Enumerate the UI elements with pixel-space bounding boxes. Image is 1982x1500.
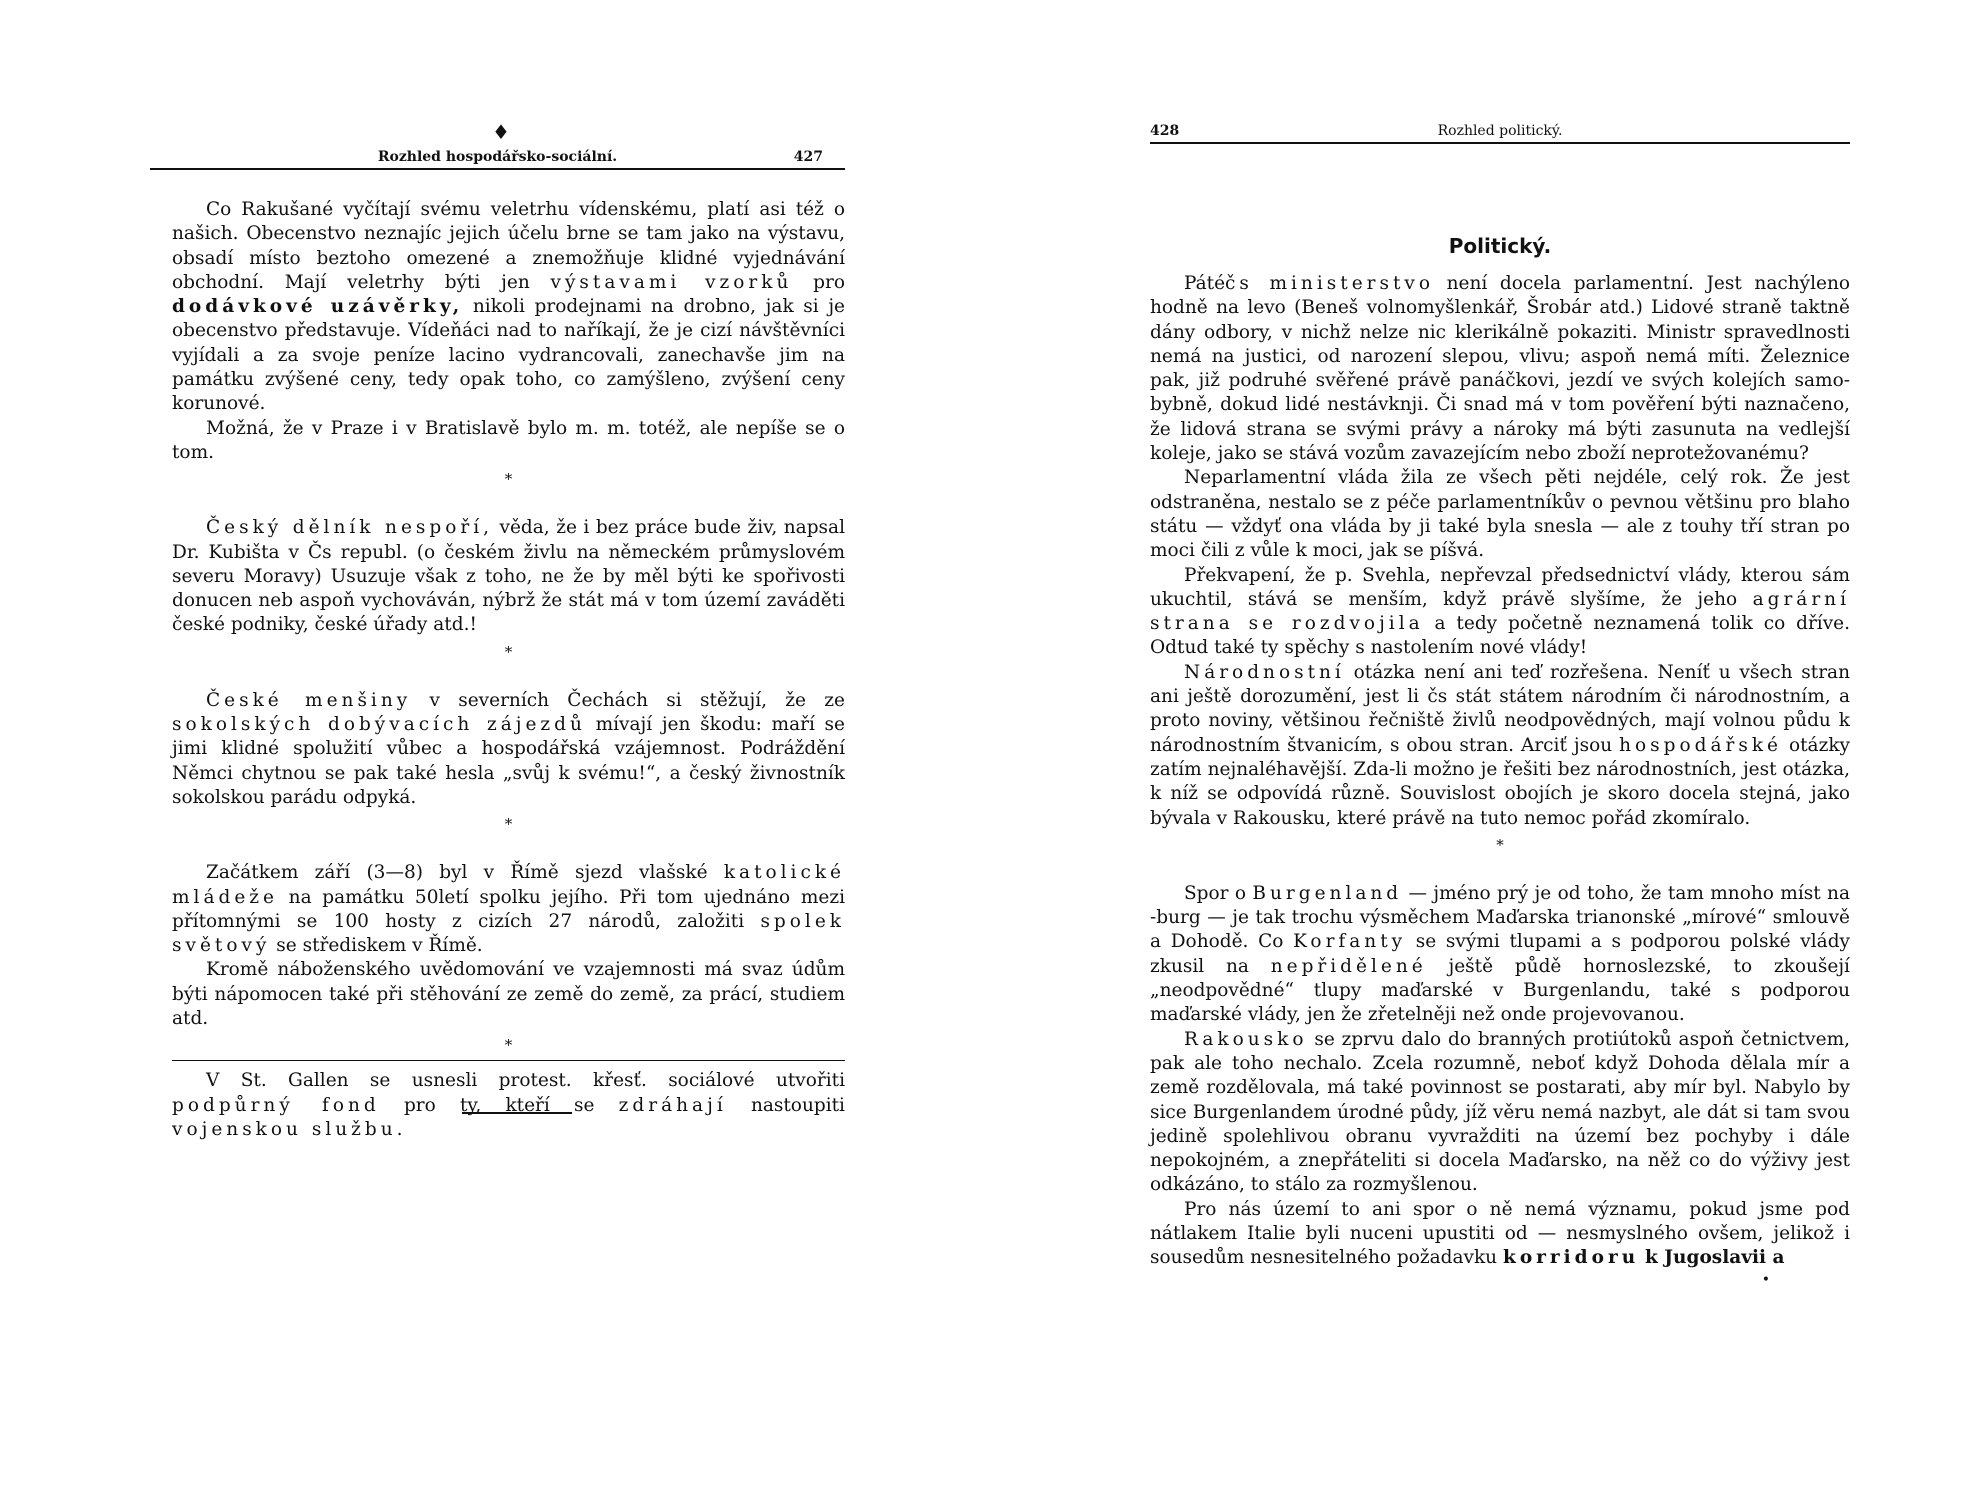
page-number: 428	[1150, 123, 1180, 139]
separator-star: *	[504, 815, 513, 834]
section-title: Politický.	[1448, 234, 1552, 258]
divider	[172, 1060, 845, 1061]
paragraph: Co Rakušané vyčítají svému veletrhu vídenskému, platí asi též o našich. Obecenstvo neznajíc jejich účelu brne se tam jako na výstavu, obsadí místo beztoho omezené a znemožňuje klidné vyjednávání obchodní. Mají veletrhy býti jen výstavami vzorků pro dodávkové uzávěrky, nikoli prodejnami na drobno, jak si je obecenstvo představuje. Vídeňáci nad to naříkají, že je cizí návštěvníci vyjídali a za svoje peníze lacino vydrancovali, zanechavše jim na památku zvýšené ceny, tedy opak toho, co zamýšleno, zvýšení ceny korunové.	[172, 199, 845, 415]
paragraph: Překvapení, že p. Svehla, nepřevzal předsednictví vlády, kterou sám ukuchtil, stává se menším, když právě slyšíme, že jeho agrární strana se rozdvojila a tedy početně neznamená tolik co dříve. Odtud také ty spěchy s nastolením nové vlády!	[1150, 564, 1850, 659]
separator-star: *	[504, 642, 513, 661]
header-title: Rozhled politický.	[1437, 123, 1563, 139]
left-body	[172, 198, 845, 1142]
paragraph: Český dělník nespoří, věda, že i bez práce bude živ, napsal Dr. Kubišta v Čs republ. (o českém živlu na německém průmyslovém severu Moravy) Usuzuje však z toho, ne že by měl býti ke spořivosti donucen neb aspoň vychováván, nýbrž že stát má v tom území zaváděti české podniky, české úřady atd.!	[172, 517, 845, 636]
paragraph: Kromě náboženského uvědomování ve vzajemnosti má svaz údům býti nápomocen také při stěhování ze země do země, za prácí, studiem atd.	[172, 959, 845, 1030]
paragraph: V St. Gallen se usnesli protest. křesť. sociálové utvořiti podpůrný fond pro ty, kteří se zdráhají nastoupiti vojenskou službu.	[172, 1070, 845, 1140]
header-title: Rozhled hospodářsko-sociální.	[377, 149, 618, 165]
bottom-mark: •	[1761, 1271, 1770, 1288]
paragraph: Rakousko se zprvu dalo do branných protiútoků aspoň četnictvem, pak ale toho nechalo. Zcela rozumně, neboť když Dohoda dělala mír a země rozdělovala, má také povinnost se postarati, aby mír byl. Nabylo by sice Burgenlandem úrodné půdy, jíž věru nemá nazbyt, ale dát si tam svou jedině spolehlivou obranu vyvražditi na území bez pochyby i dále nepokojném, a znepřáteliti si docela Maďarsko, na něž co do výživy jest odkázáno, to stálo za rozmyšlenou.	[1150, 1028, 1850, 1196]
separator-star: *	[504, 470, 513, 489]
paragraph: Začátkem září (3—8) byl v Římě sjezd vlašské katolické mládeže na památku 50letí spolku jejího. Při tom ujednáno mezi přítomnými se 100 hosty z cizích 27 národů, založiti spolek světový se střediskem v Římě.	[172, 862, 845, 957]
separator-star: *	[1496, 835, 1504, 854]
separator-star: *	[504, 1036, 513, 1055]
running-head-left	[150, 146, 845, 170]
paragraph: Pátéčs ministerstvo není docela parlamentní. Jest nachýleno hodně na levo (Beneš volnomyšlenkář, Šrobár atd.) Lidové straně taktně dány odbory, v nichž nelze nic klerikálně pokaziti. Ministr spravedlnosti nemá na justici, od narození slepou, vlivu; aspoň nemá míti. Železnice pak, již podruhé svěřené právě panáčkovi, jezdí ve svých kolejích samo-bybně, dokud lidé nestávknji. Či snad má v tom pověření býti naznačeno, že lidová strana se svými právy a nároky má býti zasunuta na vedlejší koleje, jako se stává vozům zavazejícím nebo zboží neprotežovanému?	[1150, 273, 1850, 465]
paragraph: Národnostní otázka není ani teď rozřešena. Neníť u všech stran ani ještě dorozumění, jest li čs stát státem národním či národnostním, a proto noviny, většinou řečniště živlů neodpovědných, mají volnou půdu k národnostním štvanicím, s obou stran. Arciť jsou hospodářské otázky zatím nejnaléhavější. Zda-li možno je řešiti bez národnostních, jest otázka, k níž se odpovídá různě. Souvislost obojích je skoro docela stejná, jako bývala v Rakousku, které právě na tuto nemoc pořád zkomíralo.	[1150, 661, 1851, 829]
paragraph: České menšiny v severních Čechách si stěžují, že ze sokolských dobývacích zájezdů mívají jen škodu: maří se jimi klidné spolužití vůbec a hospodářská vzájemnost. Podráždění Němci chytnou se pak také hesla „svůj k svému!“, a český živnostník sokolskou parádu odpyká.	[172, 689, 845, 808]
paragraph: Neparlamentní vláda žila ze všech pěti nejdéle, celý rok. Že jest odstraněna, nestalo se z péče parlamentníkův o pevnou většinu pro blaho státu — vždyť ona vláda by ji také byla snesla — ale z touhy tří stran po moci čili z vůle k moci, jak se píšvá.	[1150, 467, 1850, 562]
paragraph: Pro nás území to ani spor o ně nemá významu, pokud jsme pod nátlakem Italie byli nuceni upustiti od — nesmyslného ovšem, jelikož i sousedům nesnesitelného požadavku korridoru k Jugoslavii a	[1150, 1198, 1850, 1269]
right-body	[1150, 232, 1850, 1289]
page-number: 427	[793, 149, 823, 165]
end-rule	[462, 1112, 572, 1114]
paragraph: Spor o Burgenland — jméno prý je od toho, že tam mnoho míst na -burg — je tak trochu výsměchem Maďarska trianonské „mírové“ smlouvě a Dohodě. Co Korfanty se svými tlupami a s podporou polské vlády zkusil na nepřidělené ještě půdě hornoslezské, to zkoušejí „neodpovědné“ tlupy maďarské v Burgenlandu, také s podporou maďarské vlády, jen že zřetelněji než onde projevovanou.	[1150, 882, 1850, 1026]
paragraph: Možná, že v Praze i v Bratislavě bylo m. m. totéž, ale nepíše se o tom.	[172, 417, 845, 463]
ornament-icon: ♦	[492, 120, 510, 144]
running-head-right	[1150, 120, 1850, 144]
